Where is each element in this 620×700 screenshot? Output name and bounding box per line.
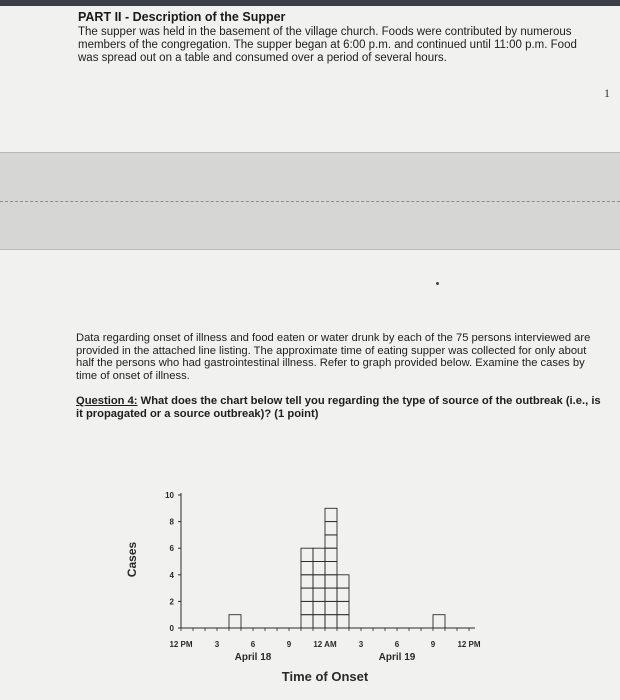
bar xyxy=(325,508,337,628)
case-box xyxy=(313,615,325,628)
y-tick-label: 0 xyxy=(169,624,174,633)
case-box xyxy=(325,601,337,614)
data-paragraph: Data regarding onset of illness and food eaten or water drunk by each of the 75 persons interviewed are provided in the attached line listing. The approximate time of eating supper was collected for only about half the persons who had gastrointestinal illness. Refer to graph provided below. Examine the cases by time of onset of illness. xyxy=(76,332,591,382)
case-box xyxy=(301,575,313,588)
question-4-label: Question 4: xyxy=(76,395,138,407)
x-tick-label: 12 AM xyxy=(313,640,337,649)
case-box xyxy=(301,601,313,614)
document-page xyxy=(0,6,620,700)
case-box xyxy=(313,575,325,588)
case-box xyxy=(313,588,325,601)
case-box xyxy=(325,588,337,601)
case-box xyxy=(301,548,313,561)
part-2-description: The supper was held in the basement of the village church. Foods were contributed by numerous members of the congregation. The supper began at 6:00 p.m. and continued until 11:00 p.m. Food was spread out on a table and consumed over a period of several hours. xyxy=(78,26,577,64)
case-box xyxy=(337,601,349,614)
case-box xyxy=(337,615,349,628)
y-tick-label: 4 xyxy=(169,570,174,580)
x-tick-label: 3 xyxy=(214,640,220,649)
case-box xyxy=(313,548,325,561)
x-tick-label: 12 PM xyxy=(169,640,193,649)
y-tick-label: 8 xyxy=(169,517,174,527)
x-tick-label: 12 PM xyxy=(457,640,481,649)
case-box xyxy=(313,562,325,575)
case-box xyxy=(433,615,445,628)
part-2-title: PART II - Description of the Supper xyxy=(78,10,286,24)
question-4-text: What does the chart below tell you regarding the type of source of the outbreak (i.e., is it propagated or a source outbreak)? (1 point) xyxy=(76,395,601,420)
date-label: April 18 xyxy=(234,652,272,663)
case-box xyxy=(229,615,241,628)
x-tick-label: 9 xyxy=(286,640,292,649)
y-tick-label: 2 xyxy=(169,597,174,607)
case-box xyxy=(325,562,337,575)
case-box xyxy=(325,575,337,588)
epi-curve-chart xyxy=(0,6,620,700)
x-tick-label: 3 xyxy=(358,640,364,649)
bar xyxy=(301,548,313,628)
y-axis-title: Cases xyxy=(125,541,139,578)
bar xyxy=(229,615,241,628)
bar xyxy=(313,548,325,628)
y-tick-label: 10 xyxy=(165,491,174,500)
case-box xyxy=(325,548,337,561)
date-label: April 19 xyxy=(378,652,416,663)
case-box xyxy=(301,615,313,628)
case-box xyxy=(337,588,349,601)
case-box xyxy=(325,615,337,628)
case-box xyxy=(325,522,337,535)
page-number: 1 xyxy=(604,86,610,100)
bar xyxy=(337,575,349,628)
case-box xyxy=(301,588,313,601)
bar xyxy=(433,615,445,628)
x-tick-label: 6 xyxy=(394,640,400,649)
case-box xyxy=(313,601,325,614)
y-tick-label: 6 xyxy=(169,544,174,554)
case-box xyxy=(325,535,337,548)
case-box xyxy=(301,562,313,575)
x-axis-title: Time of Onset xyxy=(281,669,369,684)
case-box xyxy=(325,508,337,521)
case-box xyxy=(337,575,349,588)
x-tick-label: 6 xyxy=(250,640,256,649)
x-tick-label: 9 xyxy=(430,640,436,649)
